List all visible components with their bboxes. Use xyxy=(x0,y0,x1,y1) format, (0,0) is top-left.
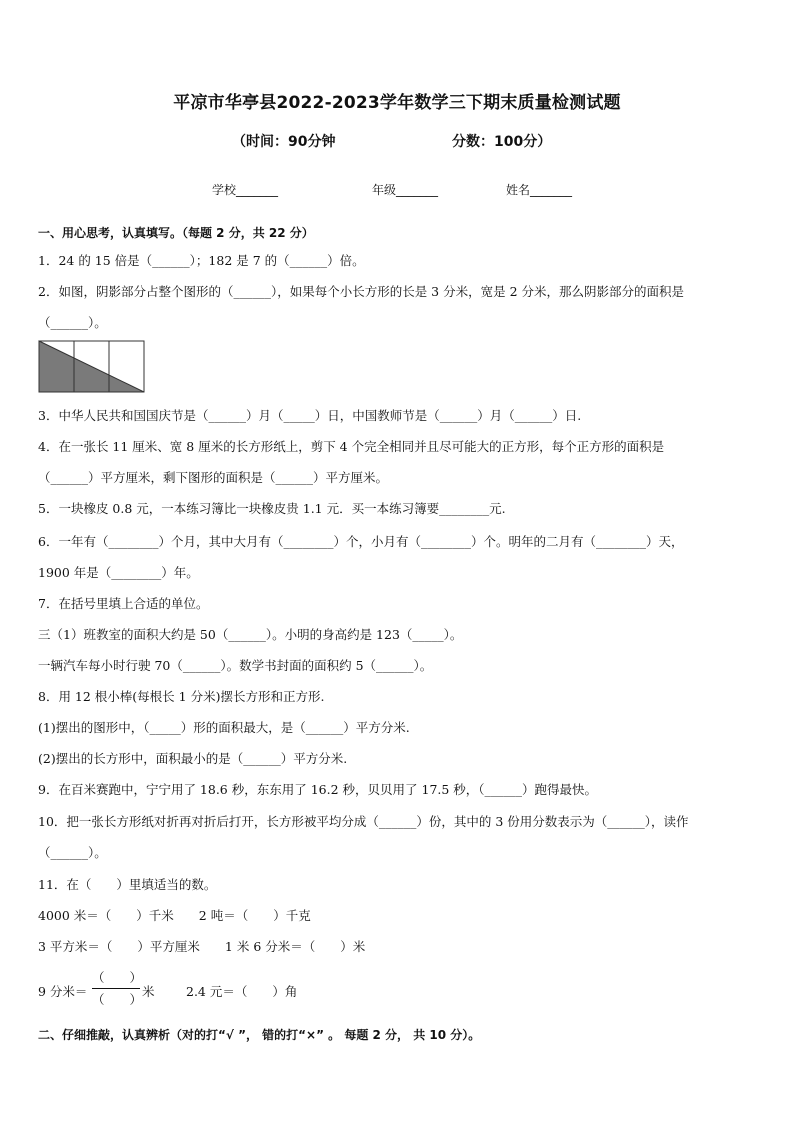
question-2: 2．如图，阴影部分占整个图形的（______），如果每个小长方形的长是 3 分米，宽是 2 分米，那么阴影部分的面积是 xyxy=(38,284,685,299)
fraction-unit: 米 xyxy=(142,984,155,999)
question-10: 10．把一张长方形纸对折再对折后打开，长方形被平均分成（______）份，其中的 3 份用分数表示为（______），读作 xyxy=(38,814,689,829)
question-5: 5．一块橡皮 0.8 元，一本练习簿比一块橡皮贵 1.1 元．买一本练习簿要________元. xyxy=(38,501,506,516)
shaded-rectangle-figure xyxy=(38,340,146,398)
question-11-a: 4000 米＝（ ）千米 2 吨＝（ ）千克 xyxy=(38,908,311,923)
shaded-triangle xyxy=(39,341,144,392)
exam-score: 分数：100分） xyxy=(452,134,552,150)
question-8-2: (2)摆出的长方形中，面积最小的是（______）平方分米. xyxy=(38,751,348,766)
question-6-cont: 1900 年是（________）年。 xyxy=(38,565,199,580)
question-7-a: 三（1）班教室的面积大约是 50（______）。小明的身高约是 123（_____）。 xyxy=(38,627,463,642)
question-9: 9．在百米赛跑中，宁宁用了 18.6 秒，东东用了 16.2 秒，贝贝用了 17.5 秒，（______）跑得最快。 xyxy=(38,782,598,797)
grade-field: 年级_______ xyxy=(372,183,439,197)
question-2-cont: （______）。 xyxy=(38,315,107,330)
page-title: 平凉市华亭县2022-2023学年数学三下期末质量检测试题 xyxy=(173,93,621,113)
fraction-bar xyxy=(92,988,140,989)
question-10-cont: （______）。 xyxy=(38,845,107,860)
question-6: 6．一年有（________）个月，其中大月有（________）个，小月有（________）个。明年的二月有（________）天， xyxy=(38,534,684,549)
question-11: 11．在（ ）里填适当的数。 xyxy=(38,877,217,892)
name-field: 姓名_______ xyxy=(506,183,573,197)
fraction-label: 9 分米＝ xyxy=(38,984,88,999)
question-8-1: (1)摆出的图形中，（_____）形的面积最大，是（______）平方分米. xyxy=(38,720,410,735)
exam-time: （时间：90分钟 xyxy=(232,134,336,150)
question-11-b: 3 平方米＝（ ）平方厘米 1 米 6 分米＝（ ）米 xyxy=(38,939,366,954)
question-4-cont: （______）平方厘米，剩下图形的面积是（______）平方厘米。 xyxy=(38,470,389,485)
question-11-yuan: 2.4 元＝（ ）角 xyxy=(186,984,298,999)
section-2-heading: 二、仔细推敲，认真辨析（对的打“√ ”， 错的打“×” 。 每题 2 分， 共 10 分）。 xyxy=(38,1028,481,1042)
question-1: 1．24 的 15 倍是（______）；182 是 7 的（______）倍。 xyxy=(38,253,365,268)
section-1-heading: 一、用心思考，认真填写。（每题 2 分，共 22 分） xyxy=(38,226,314,240)
fraction-denominator: （ ） xyxy=(92,992,143,1007)
question-7-b: 一辆汽车每小时行驶 70（______）。数学书封面的面积约 5（______）。 xyxy=(38,658,433,673)
school-field: 学校_______ xyxy=(212,183,279,197)
question-4: 4．在一张长 11 厘米、宽 8 厘米的长方形纸上，剪下 4 个完全相同并且尽可能大的正方形，每个正方形的面积是 xyxy=(38,439,665,454)
question-8: 8．用 12 根小棒(每根长 1 分米)摆长方形和正方形. xyxy=(38,689,325,704)
question-3: 3．中华人民共和国国庆节是（______）月（_____）日，中国教师节是（______）月（______）日. xyxy=(38,408,582,423)
fraction-numerator: （ ） xyxy=(92,970,143,985)
question-7: 7．在括号里填上合适的单位。 xyxy=(38,596,209,611)
